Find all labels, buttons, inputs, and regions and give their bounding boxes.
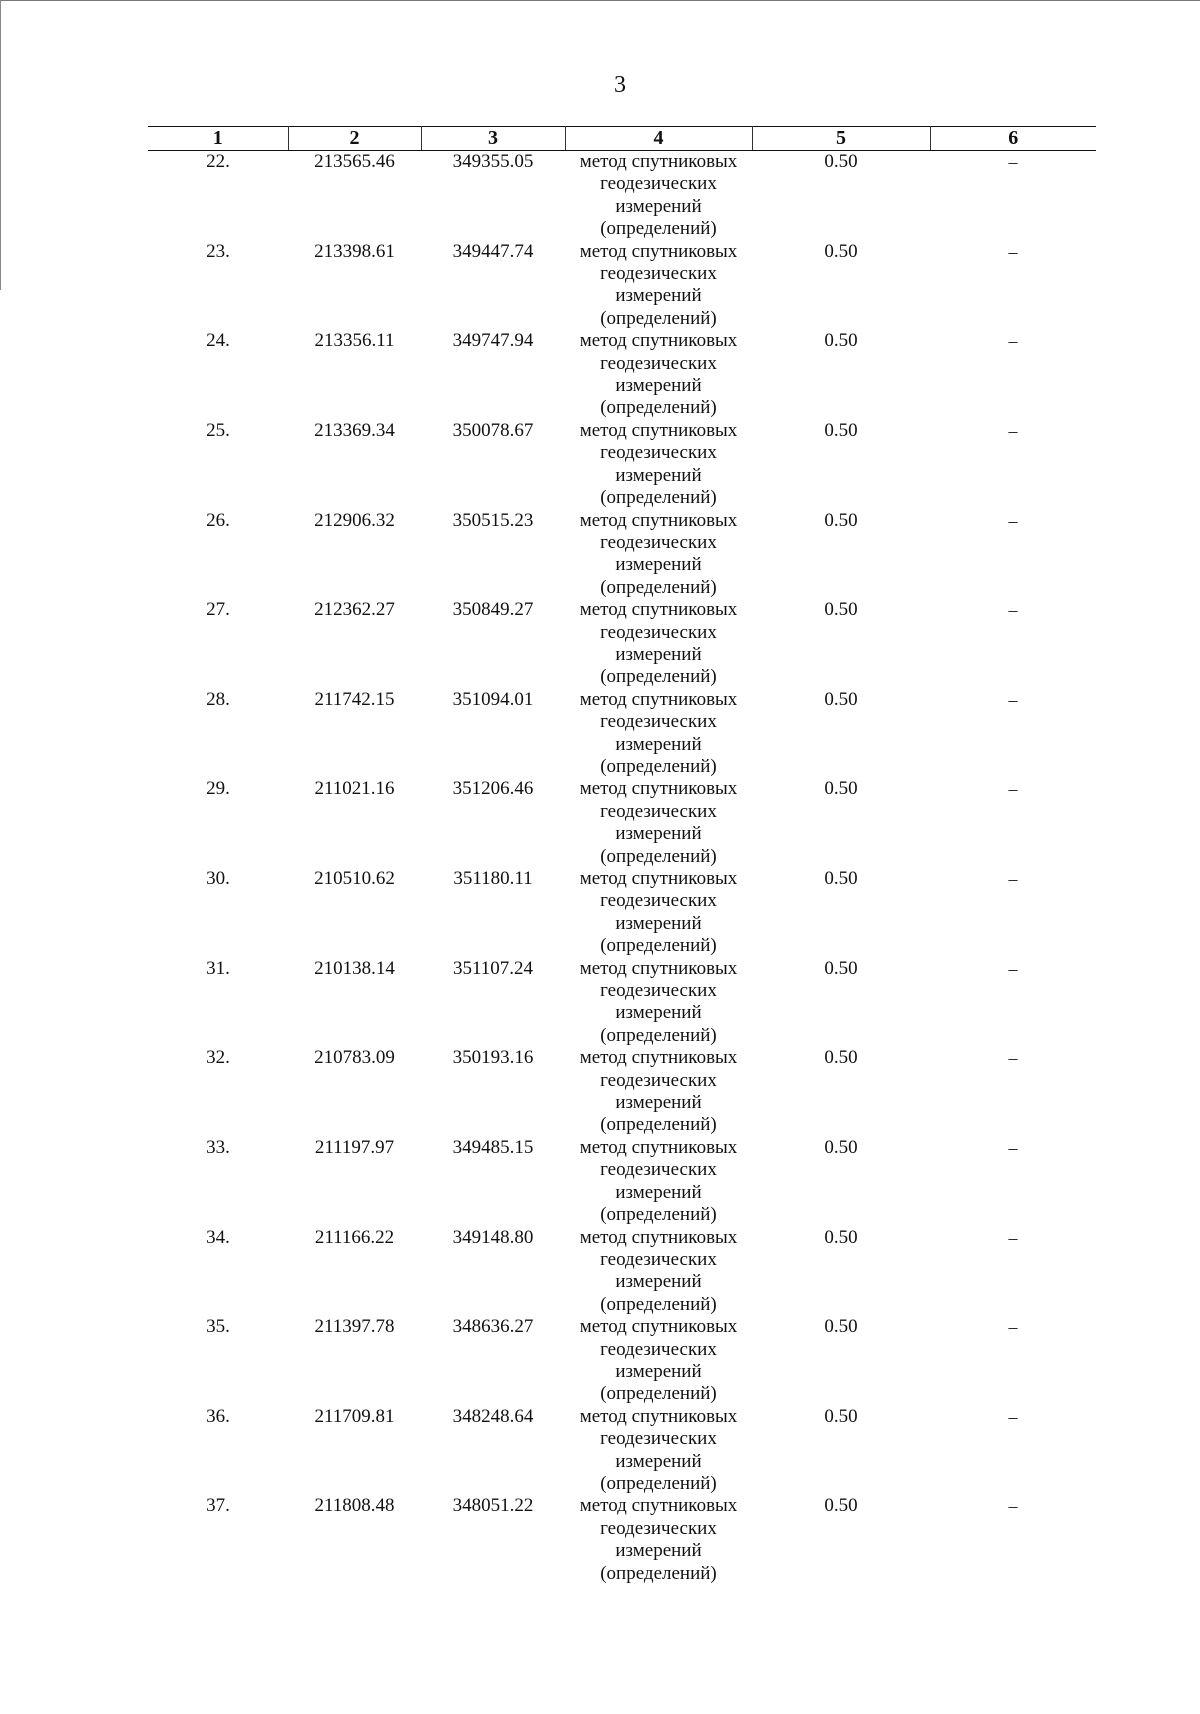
coordinate-y: 351094.01 [452,688,534,710]
determination-method: метод спутниковых геодезических измерений (определений) [579,1226,738,1315]
note-dash: – [1008,600,1018,621]
table-row [148,420,1096,510]
note-dash: – [1008,689,1018,710]
note-dash: – [1008,1496,1018,1517]
point-number: 28. [206,688,230,710]
point-number: 37. [206,1495,230,1517]
determination-method: метод спутниковых геодезических измерений (определений) [579,151,738,240]
determination-method: метод спутниковых геодезических измерений (определений) [579,509,738,598]
accuracy-value: 0.50 [824,509,858,531]
accuracy-value: 0.50 [824,1136,858,1158]
note-dash: – [1008,779,1018,800]
header-col-6: 6 [930,127,1096,151]
table-row [148,241,1096,331]
coordinate-y: 348636.27 [452,1316,534,1338]
scan-left-edge [0,0,1,290]
table-row [148,1316,1096,1406]
coordinate-x: 210510.62 [314,868,395,889]
coordinate-x: 210138.14 [314,957,395,979]
point-number: 35. [206,1316,230,1338]
table-row [148,958,1096,1048]
table-row [148,151,1096,241]
note-dash: – [1008,1317,1018,1338]
coordinate-x: 213356.11 [314,330,395,352]
coordinate-y: 349485.15 [452,1136,534,1158]
determination-method: метод спутниковых геодезических измерений (определений) [579,1136,738,1226]
coordinate-y: 349148.80 [452,1226,534,1248]
point-number: 33. [206,1136,230,1158]
accuracy-value: 0.50 [824,1495,858,1517]
coordinate-x: 212906.32 [314,509,395,531]
coordinate-x: 212362.27 [314,599,395,621]
header-col-5: 5 [752,127,930,151]
coordinate-x: 211021.16 [314,778,395,800]
determination-method: метод спутниковых геодезических измерений (определений) [579,1316,738,1405]
accuracy-value: 0.50 [824,330,858,352]
coordinate-x: 211709.81 [314,1405,395,1427]
accuracy-value: 0.50 [824,778,858,800]
scan-top-edge [0,0,1200,1]
point-number: 29. [206,778,230,800]
point-number: 26. [206,509,230,531]
point-number: 23. [206,240,230,262]
coordinate-y: 351107.24 [452,957,534,979]
note-dash: – [1008,869,1018,889]
coordinate-y: 350849.27 [452,599,534,621]
accuracy-value: 0.50 [824,1226,858,1248]
coordinate-y: 350193.16 [452,1047,534,1069]
accuracy-value: 0.50 [824,1316,858,1338]
coordinate-y: 349355.05 [452,151,534,172]
coordinate-x: 211397.78 [314,1316,395,1338]
coordinate-y: 351180.11 [453,868,533,889]
note-dash: – [1008,1048,1018,1069]
coordinate-x: 211742.15 [314,688,395,710]
table-row [148,1406,1096,1496]
note-dash: – [1008,152,1018,172]
coordinate-x: 211197.97 [314,1136,395,1158]
point-number: 34. [206,1226,230,1248]
accuracy-value: 0.50 [824,240,858,262]
point-number: 30. [206,868,230,889]
note-dash: – [1008,241,1018,262]
determination-method: метод спутниковых геодезических измерений (определений) [579,240,738,329]
determination-method: метод спутниковых геодезических измерений (определений) [579,1495,738,1584]
header-col-4: 4 [565,127,752,151]
accuracy-value: 0.50 [824,1047,858,1069]
point-number: 22. [206,151,230,172]
note-dash: – [1008,510,1018,531]
determination-method: метод спутниковых геодезических измерений (определений) [579,599,738,688]
point-number: 24. [206,330,230,352]
note-dash: – [1008,958,1018,979]
coordinate-x: 210783.09 [314,1047,395,1069]
coordinates-table [148,126,1096,1585]
header-col-1: 1 [148,127,288,151]
coordinate-y: 348051.22 [452,1495,534,1517]
coordinate-x: 213369.34 [314,419,395,441]
note-dash: – [1008,1406,1018,1427]
determination-method: метод спутниковых геодезических измерений (определений) [579,1047,738,1136]
note-dash: – [1008,420,1018,441]
table-row [148,330,1096,420]
table-row [148,689,1096,779]
determination-method: метод спутниковых геодезических измерений (определений) [579,1405,738,1494]
determination-method: метод спутниковых геодезических измерений (определений) [579,688,738,777]
note-dash: – [1008,1227,1018,1248]
coordinate-y: 348248.64 [452,1405,534,1427]
page-number: 3 [614,72,626,98]
accuracy-value: 0.50 [824,599,858,621]
determination-method: метод спутниковых геодезических измерений (определений) [579,778,738,867]
table-row [148,599,1096,689]
coordinate-x: 213398.61 [314,240,395,262]
accuracy-value: 0.50 [824,688,858,710]
determination-method: метод спутниковых геодезических измерений (определений) [579,419,738,509]
coordinate-x: 211808.48 [314,1495,395,1517]
header-col-3: 3 [421,127,565,151]
accuracy-value: 0.50 [824,868,858,889]
note-dash: – [1008,331,1018,352]
determination-method: метод спутниковых геодезических измерений (определений) [579,957,738,1046]
coordinate-y: 350515.23 [452,509,534,531]
table-row [148,1495,1096,1585]
note-dash: – [1008,1137,1018,1158]
point-number: 31. [206,957,230,979]
coordinate-y: 350078.67 [452,419,534,441]
determination-method: метод спутниковых геодезических измерений (определений) [579,868,738,957]
header-col-2: 2 [288,127,421,151]
table-row [148,510,1096,600]
accuracy-value: 0.50 [824,151,858,172]
table-header-row [148,127,1096,151]
table-row [148,868,1096,958]
accuracy-value: 0.50 [824,1405,858,1427]
table-body [148,151,1096,1586]
point-number: 27. [206,599,230,621]
coordinate-y: 349447.74 [452,240,534,262]
table-row [148,1137,1096,1227]
coordinate-y: 349747.94 [452,330,534,352]
table-row [148,1047,1096,1137]
coordinate-y: 351206.46 [452,778,534,800]
point-number: 36. [206,1405,230,1427]
accuracy-value: 0.50 [824,419,858,441]
table-row [148,1227,1096,1317]
accuracy-value: 0.50 [824,957,858,979]
coordinate-x: 211166.22 [314,1226,395,1248]
determination-method: метод спутниковых геодезических измерений (определений) [579,330,738,419]
coordinate-x: 213565.46 [314,151,395,172]
point-number: 32. [206,1047,230,1069]
point-number: 25. [206,419,230,441]
table-row [148,778,1096,868]
